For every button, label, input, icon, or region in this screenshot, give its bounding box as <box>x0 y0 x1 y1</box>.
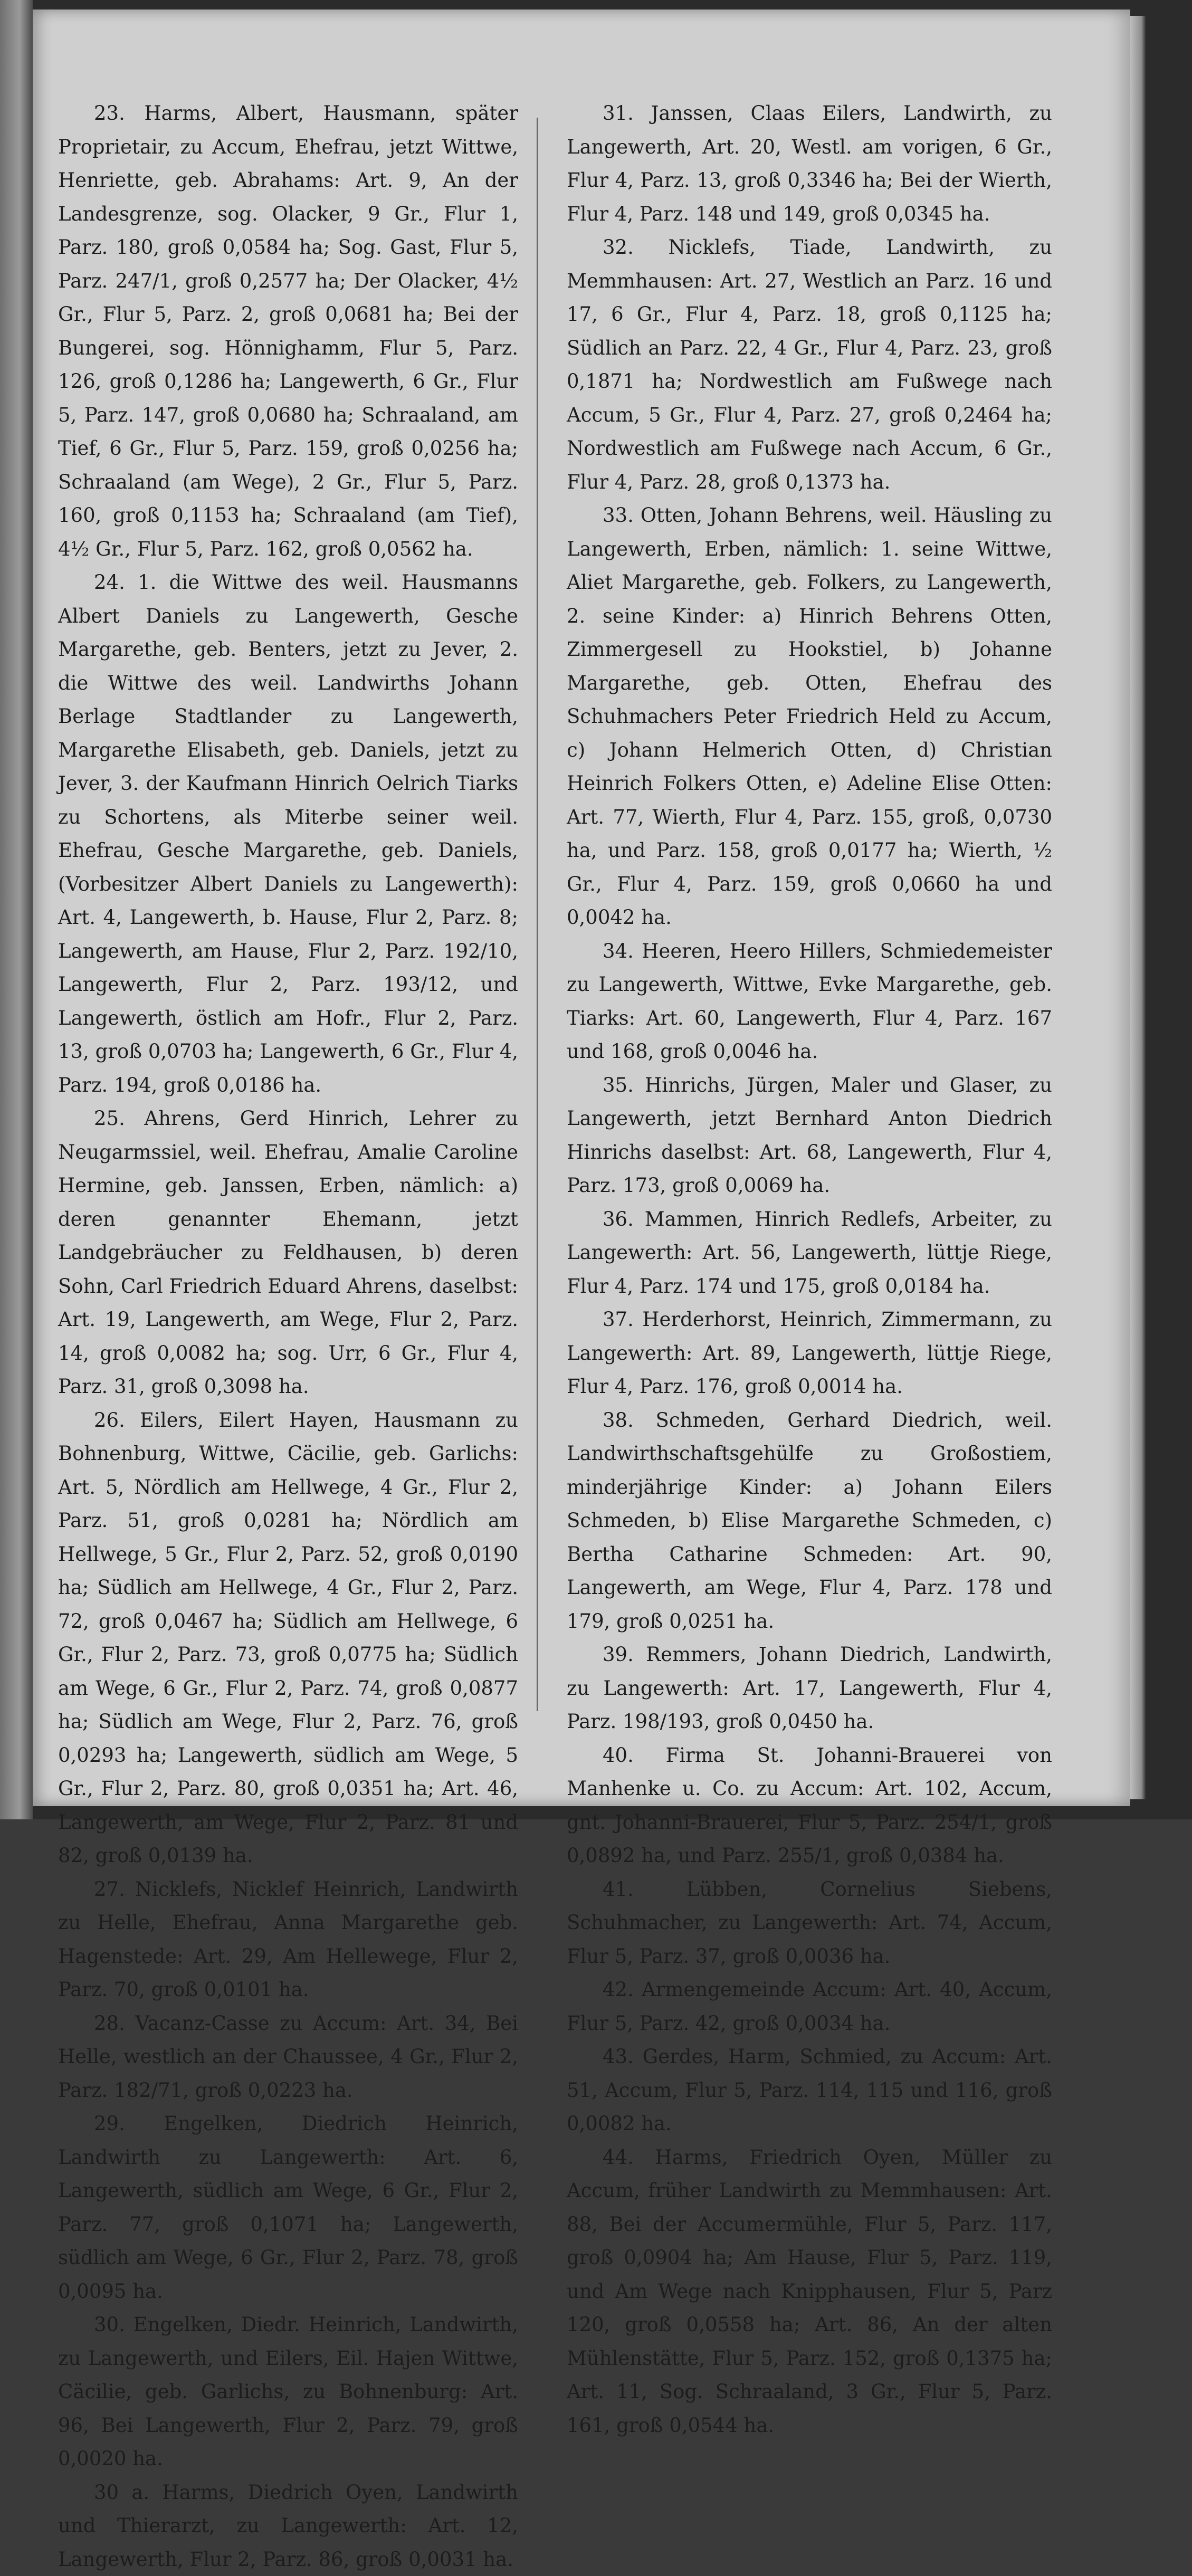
entry: 32. Nicklefs, Tiade, Landwirth, zu Memmhausen: Art. 27, Westlich an Parz. 16 und 17, 6 Gr., Flur 4, Parz. 18, groß 0,1125 ha; Südlich an Parz. 22, 4 Gr., Flur 4, Parz. 23, groß 0,1871 ha; Nordwestlich am Fußwege nach Accum, 5 Gr., Flur 4, Parz. 27, groß 0,2464 ha; Nordwestlich am Fußwege nach Accum, 6 Gr., Flur 4, Parz. 28, groß 0,1373 ha. <box>567 231 1052 499</box>
entry: 37. Herderhorst, Heinrich, Zimmermann, zu Langewerth: Art. 89, Langewerth, lüttje Riege, Flur 4, Parz. 176, groß 0,0014 ha. <box>567 1303 1052 1404</box>
entry: 39. Remmers, Johann Diedrich, Landwirth, zu Langewerth: Art. 17, Langewerth, Flur 4, Parz. 198/193, groß 0,0450 ha. <box>567 1638 1052 1739</box>
entry: 30. Engelken, Diedr. Heinrich, Landwirth, zu Langewerth, und Eilers, Eil. Hajen Wittwe, Cäcilie, geb. Garlichs, zu Bohnenburg: Art. 96, Bei Langewerth, Flur 2, Parz. 79, groß 0,0020 ha. <box>58 2308 518 2476</box>
entry: 36. Mammen, Hinrich Redlefs, Arbeiter, zu Langewerth: Art. 56, Langewerth, lüttje Riege, Flur 4, Parz. 174 und 175, groß 0,0184 ha. <box>567 1203 1052 1303</box>
entry: 26. Eilers, Eilert Hayen, Hausmann zu Bohnenburg, Wittwe, Cäcilie, geb. Garlichs: Art. 5, Nördlich am Hellwege, 4 Gr., Flur 2, Parz. 51, groß 0,0281 ha; Nördlich am Hellwege, 5 Gr., Flur 2, Parz. 52, groß 0,0190 ha; Südlich am Hellwege, 4 Gr., Flur 2, Parz. 72, groß 0,0467 ha; Südlich am Hellwege, 6 Gr., Flur 2, Parz. 73, groß 0,0775 ha; Südlich am Wege, 6 Gr., Flur 2, Parz. 74, groß 0,0877 ha; Südlich am Wege, Flur 2, Parz. 76, groß 0,0293 ha; Langewerth, südlich am Wege, 5 Gr., Flur 2, Parz. 80, groß 0,0351 ha; Art. 46, Langewerth, am Wege, Flur 2, Parz. 81 und 82, groß 0,0139 ha. <box>58 1404 518 1873</box>
entry: 29. Engelken, Diedrich Heinrich, Landwirth zu Langewerth: Art. 6, Langewerth, südlich am Wege, 6 Gr., Flur 2, Parz. 77, groß 0,1071 ha; Langewerth, südlich am Wege, 6 Gr., Flur 2, Parz. 78, groß 0,0095 ha. <box>58 2107 518 2308</box>
entry: 40. Firma St. Johanni-Brauerei von Manhenke u. Co. zu Accum: Art. 102, Accum, gnt. Johanni-Brauerei, Flur 5, Parz. 254/1, groß 0,0892 ha, und Parz. 255/1, groß 0,0384 ha. <box>567 1739 1052 1873</box>
entry: 42. Armengemeinde Accum: Art. 40, Accum, Flur 5, Parz. 42, groß 0,0034 ha. <box>567 1973 1052 2040</box>
entry: 28. Vacanz-Casse zu Accum: Art. 34, Bei Helle, westlich an der Chaussee, 4 Gr., Flur 2, Parz. 182/71, groß 0,0223 ha. <box>58 2007 518 2107</box>
page-edge-stack <box>1130 16 1146 1799</box>
entry: 24. 1. die Wittwe des weil. Hausmanns Albert Daniels zu Langewerth, Gesche Margarethe, geb. Benters, jetzt zu Jever, 2. die Wittwe des weil. Landwirths Johann Berlage Stadtlander zu Langewerth, Margarethe Elisabeth, geb. Daniels, jetzt zu Jever, 3. der Kaufmann Hinrich Oelrich Tiarks zu Schortens, als Miterbe seiner weil. Ehefrau, Gesche Margarethe, geb. Daniels, (Vorbesitzer Albert Daniels zu Langewerth): Art. 4, Langewerth, b. Hause, Flur 2, Parz. 8; Langewerth, am Hause, Flur 2, Parz. 192/10, Langewerth, Flur 2, Parz. 193/12, und Langewerth, östlich am Hofr., Flur 2, Parz. 13, groß 0,0703 ha; Langewerth, 6 Gr., Flur 4, Parz. 194, groß 0,0186 ha. <box>58 566 518 1102</box>
entry: 23. Harms, Albert, Hausmann, später Proprietair, zu Accum, Ehefrau, jetzt Wittwe, Henriette, geb. Abrahams: Art. 9, An der Landesgrenze, sog. Olacker, 9 Gr., Flur 1, Parz. 180, groß 0,0584 ha; Sog. Gast, Flur 5, Parz. 247/1, groß 0,2577 ha; Der Olacker, 4½ Gr., Flur 5, Parz. 2, groß 0,0681 ha; Bei der Bungerei, sog. Hönnighamm, Flur 5, Parz. 126, groß 0,1286 ha; Langewerth, 6 Gr., Flur 5, Parz. 147, groß 0,0680 ha; Schraaland, am Tief, 6 Gr., Flur 5, Parz. 159, groß 0,0256 ha; Schraaland (am Wege), 2 Gr., Flur 5, Parz. 160, groß 0,1153 ha; Schraaland (am Tief), 4½ Gr., Flur 5, Parz. 162, groß 0,0562 ha. <box>58 97 518 566</box>
entry: 44. Harms, Friedrich Oyen, Müller zu Accum, früher Landwirth zu Memmhausen: Art. 88, Bei der Accumermühle, Flur 5, Parz. 117, groß 0,0904 ha; Am Hause, Flur 5, Parz. 119, und Am Wege nach Knipphausen, Flur 5, Parz 120, groß 0,0558 ha; Art. 86, An der alten Mühlenstätte, Flur 5, Parz. 152, groß 0,1375 ha; Art. 11, Sog. Schraaland, 3 Gr., Flur 5, Parz. 161, groß 0,0544 ha. <box>567 2141 1052 2443</box>
entry: 33. Otten, Johann Behrens, weil. Häusling zu Langewerth, Erben, nämlich: 1. seine Wittwe, Aliet Margarethe, geb. Folkers, zu Langewerth, 2. seine Kinder: a) Hinrich Behrens Otten, Zimmergesell zu Hookstiel, b) Johanne Margarethe, geb. Otten, Ehefrau des Schuhmachers Peter Friedrich Held zu Accum, c) Johann Helmerich Otten, d) Christian Heinrich Folkers Otten, e) Adeline Elise Otten: Art. 77, Wierth, Flur 4, Parz. 155, groß, 0,0730 ha, und Parz. 158, groß 0,0177 ha; Wierth, ½ Gr., Flur 4, Parz. 159, groß 0,0660 ha und 0,0042 ha. <box>567 499 1052 934</box>
document-page <box>33 9 1130 1806</box>
entry: 30 a. Harms, Diedrich Oyen, Landwirth und Thierarzt, zu Langewerth: Art. 12, Langewerth, Flur 2, Parz. 86, groß 0,0031 ha. <box>58 2476 518 2576</box>
entry: 35. Hinrichs, Jürgen, Maler und Glaser, zu Langewerth, jetzt Bernhard Anton Diedrich Hinrichs daselbst: Art. 68, Langewerth, Flur 4, Parz. 173, groß 0,0069 ha. <box>567 1068 1052 1203</box>
left-column <box>58 97 518 2576</box>
previous-page-edge <box>0 0 33 1819</box>
entry: 31. Janssen, Claas Eilers, Landwirth, zu Langewerth, Art. 20, Westl. am vorigen, 6 Gr., Flur 4, Parz. 13, groß 0,3346 ha; Bei der Wierth, Flur 4, Parz. 148 und 149, groß 0,0345 ha. <box>567 97 1052 231</box>
entry: 34. Heeren, Heero Hillers, Schmiedemeister zu Langewerth, Wittwe, Evke Margarethe, geb. Tiarks: Art. 60, Langewerth, Flur 4, Parz. 167 und 168, groß 0,0046 ha. <box>567 934 1052 1068</box>
entry: 43. Gerdes, Harm, Schmied, zu Accum: Art. 51, Accum, Flur 5, Parz. 114, 115 und 116, groß 0,0082 ha. <box>567 2040 1052 2141</box>
right-column <box>567 97 1052 2442</box>
column-divider <box>537 118 538 1711</box>
entry: 41. Lübben, Cornelius Siebens, Schuhmacher, zu Langewerth: Art. 74, Accum, Flur 5, Parz. 37, groß 0,0036 ha. <box>567 1873 1052 1973</box>
entry: 25. Ahrens, Gerd Hinrich, Lehrer zu Neugarmssiel, weil. Ehefrau, Amalie Caroline Hermine, geb. Janssen, Erben, nämlich: a) deren genannter Ehemann, jetzt Landgebräucher zu Feldhausen, b) deren Sohn, Carl Friedrich Eduard Ahrens, daselbst: Art. 19, Langewerth, am Wege, Flur 2, Parz. 14, groß 0,0082 ha; sog. Urr, 6 Gr., Flur 4, Parz. 31, groß 0,3098 ha. <box>58 1102 518 1404</box>
entry: 38. Schmeden, Gerhard Diedrich, weil. Landwirthschaftsgehülfe zu Großostiem, minderjährige Kinder: a) Johann Eilers Schmeden, b) Elise Margarethe Schmeden, c) Bertha Catharine Schmeden: Art. 90, Langewerth, am Wege, Flur 4, Parz. 178 und 179, groß 0,0251 ha. <box>567 1404 1052 1638</box>
entry: 27. Nicklefs, Nicklef Heinrich, Landwirth zu Helle, Ehefrau, Anna Margarethe geb. Hagenstede: Art. 29, Am Hellewege, Flur 2, Parz. 70, groß 0,0101 ha. <box>58 1873 518 2007</box>
